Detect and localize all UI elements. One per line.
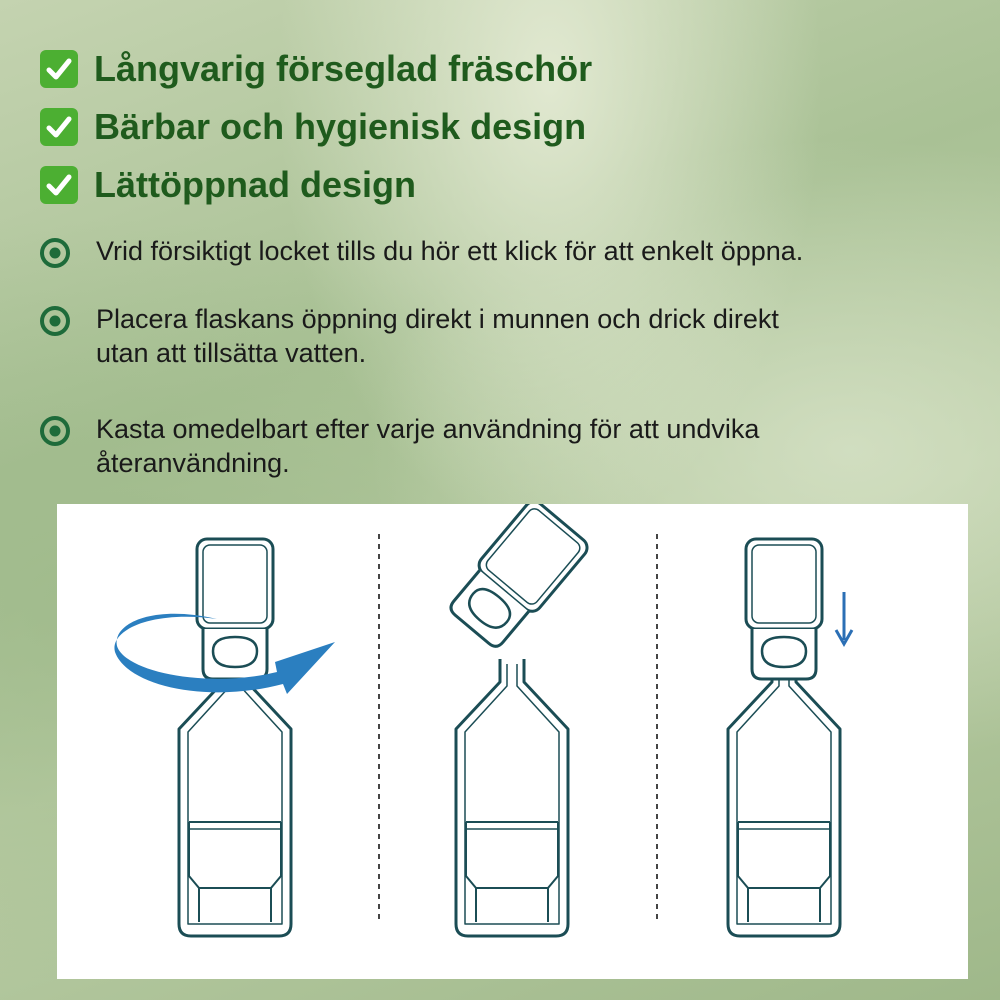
down-arrow-icon — [836, 592, 852, 644]
instruction-text: Placera flaskans öppning direkt i munnen och drick direkt utan att tillsätta vatten. — [96, 304, 779, 368]
step-remove-cap — [443, 504, 591, 936]
usage-instructions — [38, 234, 958, 480]
check-mark-icon — [40, 166, 78, 204]
check-mark-icon — [40, 50, 78, 88]
headline-text: Bärbar och hygienisk design — [94, 106, 587, 147]
check-mark-icon — [40, 108, 78, 146]
instruction-item — [38, 412, 958, 480]
headline-text: Långvarig förseglad fräschör — [94, 48, 593, 89]
bottle-steps-diagram — [57, 504, 968, 979]
instruction-item — [38, 234, 958, 270]
headline-portable-hygienic — [40, 98, 592, 156]
step-twist-cap — [114, 539, 335, 936]
target-icon — [38, 304, 72, 338]
headline-text: Lättöppnad design — [94, 164, 416, 205]
headline-sealed-freshness — [40, 40, 592, 98]
target-icon — [38, 414, 72, 448]
instruction-item — [38, 302, 958, 370]
headline-easy-open — [40, 156, 592, 214]
instruction-text: Kasta omedelbart efter varje användning för att undvika återanvändning. — [96, 414, 760, 478]
feature-headlines — [40, 40, 592, 214]
target-icon — [38, 236, 72, 270]
instruction-illustration — [57, 504, 968, 979]
step-dispose — [728, 539, 852, 936]
instruction-text: Vrid försiktigt locket tills du hör ett klick för att enkelt öppna. — [96, 236, 804, 266]
